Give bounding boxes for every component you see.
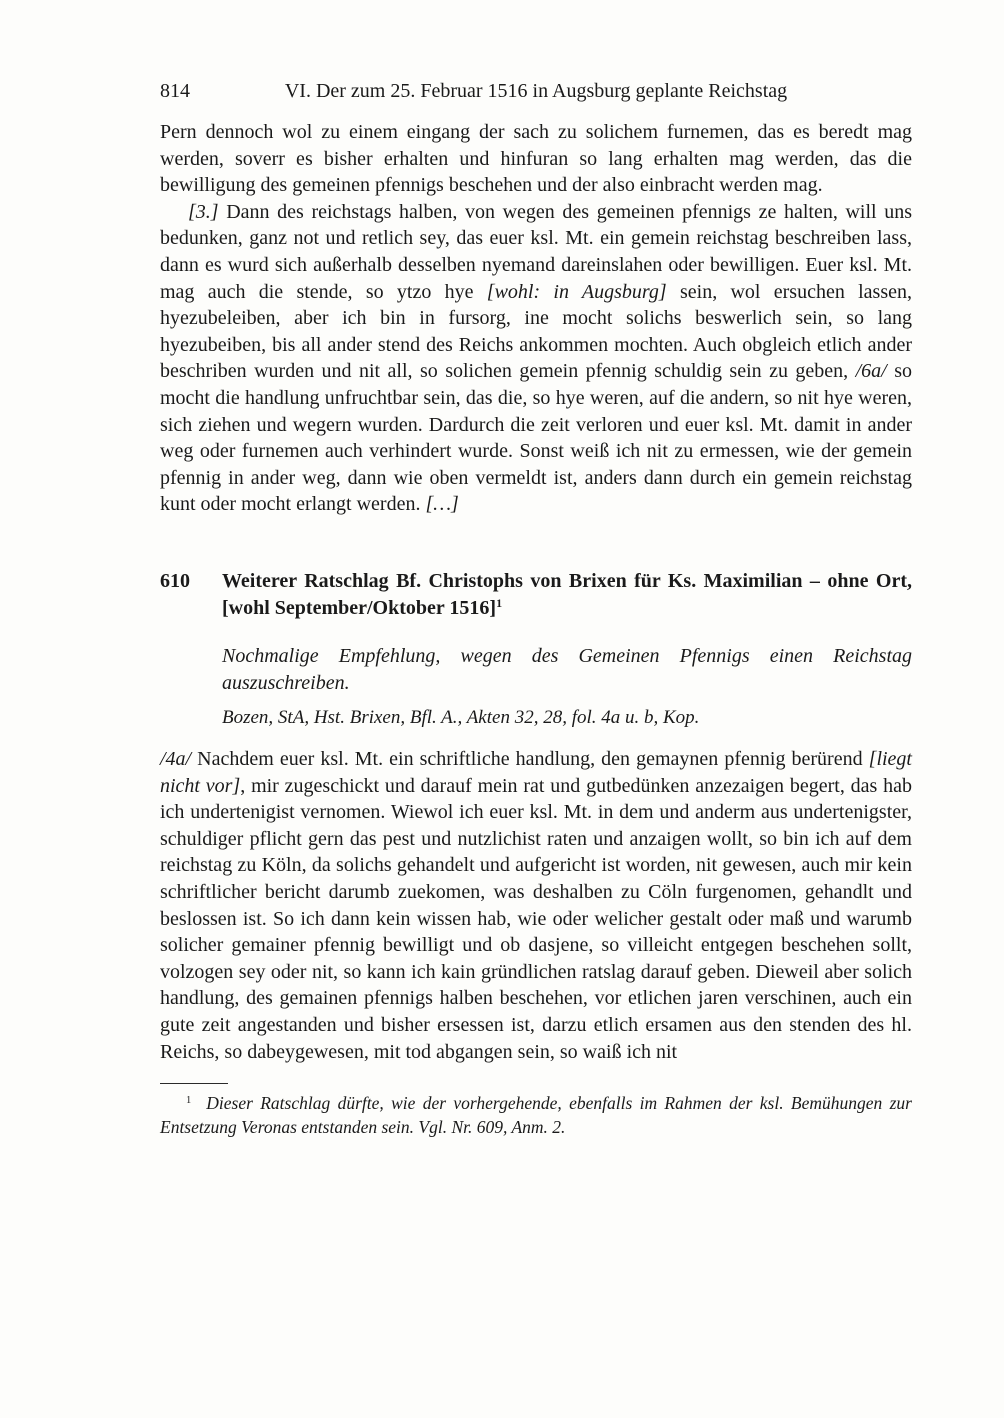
page-number: 814	[160, 80, 190, 102]
footnote-separator	[160, 1083, 228, 1084]
running-head: VI. Der zum 25. Februar 1516 in Augsburg geplante Reichstag	[284, 80, 788, 102]
entry-summary: Nochmalige Empfehlung, wegen des Gemeinen Pfennigs einen Reichstag auszuschreiben.	[222, 644, 912, 694]
text-block	[160, 78, 912, 1139]
entry-title: Weiterer Ratschlag Bf. Christophs von Brixen für Ks. Maximilian – ohne Ort, [wohl September/Oktober 1516]$^1$	[222, 569, 912, 619]
paragraph: Pern dennoch wol zu einem eingang der sach zu solichem furnemen, das es beredt mag werden, soverr es bisher erhalten und hinfuran so lang erhalten mag werden, das die bewilligung des gemeinen pfennigs beschehen und der also einbracht werden mag.	[160, 121, 912, 197]
entry-source-line: Bozen, StA, Hst. Brixen, Bfl. A., Akten 32, 28, fol. 4a u. b, Kop.	[222, 707, 700, 729]
footnote-block	[160, 1083, 912, 1139]
paragraph: [3.] Dann des reichstags halben, von wegen des gemeinen pfennigs ze halten, will uns bedunken, ganz not und retlich sey, das euer ksl. Mt. ein gemein reichstag beschreiben lass, dann es wurd sich außerhalb desselben nyemand dareinslahen oder bewilligen. Euer ksl. Mt. mag auch die stende, so ytzo hye [wohl: in Augsburg] sein, wol ersuchen lassen, hyezubeleiben, aber ich bin in fursorg, ine mocht solichs beswerlich sein, so lang hyezubeiben, bis all ander stend des Reichs ankommen mochten. Auch obgleich etlich ander beschriben wurden und nit all, so solichen gemein pfennig schuldig sein zu geben, /6a/ so mocht die handlung unfruchtbar sein, das die, so hye weren, auf die andern, so nit hye weren, sich ziehen und wegern wurden. Dardurch die zeit verloren und euer ksl. Mt. damit in ander weg oder furnemen auch verhindert wurde. Sonst weiß ich nit zu ermessen, wie der gemein pfennig in ander weg, dann wie oben vermeldt ist, anders dann durch ein gemein reichstag kunt oder mocht erlangt werden. […]	[160, 200, 912, 516]
entry-number: 610	[160, 569, 190, 592]
entry-text: /4a/ Nachdem euer ksl. Mt. ein schriftliche handlung, den gemaynen pfennig berürend [liegt nicht vor], mir zugeschickt und darauf mein rat und gutbedünken anzezaigen begert, das hab ich undertenigist vernomen. Wiewol ich euer ksl. Mt. in dem und anderm aus undertenigster, schuldiger pflicht gern das pest und nutzlichist raten und anzaigen wollt, so bin ich auf dem reichstag zu Köln, da solichs gehandelt und aufgericht ist worden, nit gewesen, auch mir kein schriftlicher bericht darumb zuekomen, was deshalben zu Cöln furgenomen, gehandlt und beslossen ist. So ich dann kein wissen hab, wie oder welicher gestalt oder maß und warumb solicher gemainer pfennig bewilligt und ob dasjene, so villeicht entgegen beschehen sollt, volzogen sey oder nit, so kann ich kain gründlichen ratslag darauf geben. Dieweil aber solich handlung, des gemainen pfennigs halben beschehen, vor etlichen jaren verschinen, auch ein gute zeit angestanden und bisher ersessen ist, darzu etlich ersamen aus den stenden des hl. Reichs, so dabeygewesen, mit tod abgangen sein, so waiß ich nit	[160, 748, 912, 1063]
page-header	[160, 78, 912, 104]
entry-heading	[160, 568, 912, 622]
footnote-text: $^1$ Dieser Ratschlag dürfte, wie der vorhergehende, ebenfalls im Rahmen der ksl. Bemühungen zur Entsetzung Veronas entstanden sein. Vgl. Nr. 609, Anm. 2.	[160, 1093, 912, 1137]
